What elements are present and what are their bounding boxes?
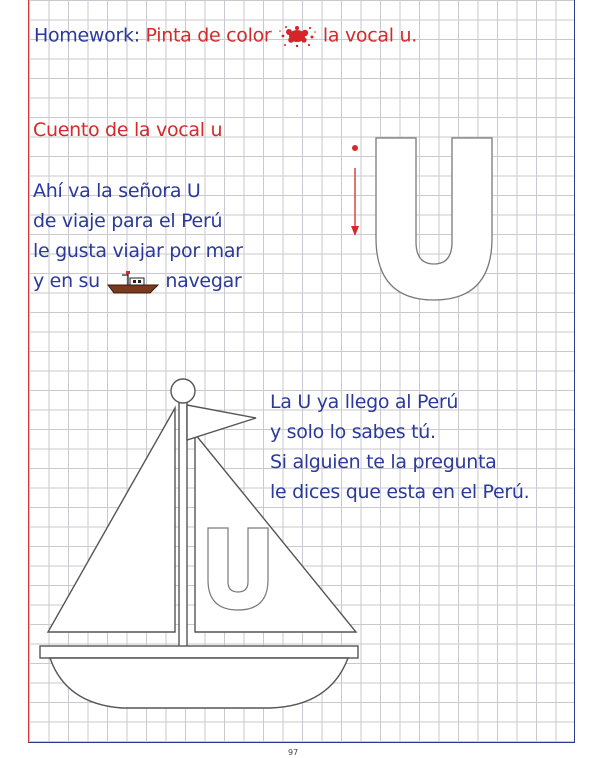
poem-one-line-3: le gusta viajar por mar (33, 240, 243, 262)
poem-two-line-4: le dices que esta en el Perú. (270, 481, 530, 503)
poem-one-line-1: Ahí va la señora U (33, 180, 201, 202)
small-boat-icon (106, 269, 160, 295)
poem-one (33, 176, 243, 296)
poem-one-line-4-after: navegar (165, 270, 242, 292)
flag (187, 405, 256, 440)
page-number: 97 (288, 748, 299, 757)
poem-two-line-2: y solo lo sabes tú. (270, 421, 436, 443)
homework-instruction-after: la vocal u. (322, 24, 417, 47)
mast (179, 400, 187, 648)
boat-deck (40, 646, 358, 658)
poem-one-line-4-before: y en su (33, 270, 100, 292)
left-sail (48, 408, 175, 632)
red-paint-splat-icon (277, 24, 317, 48)
poem-one-line-4 (33, 266, 243, 296)
letter-u-tracing-figure (340, 130, 540, 305)
stroke-direction-arrow (351, 145, 359, 236)
poem-one-line-2: de viaje para el Perú (33, 210, 223, 232)
mast-top-ball (171, 379, 195, 403)
homework-instruction-before: Pinta de color (145, 24, 272, 47)
homework-label: Homework: (34, 24, 140, 47)
story-title: Cuento de la vocal u (33, 119, 223, 141)
sailboat-illustration (30, 370, 370, 715)
big-letter-u-outline (376, 138, 492, 300)
homework-line (34, 24, 417, 48)
boat-hull (50, 658, 348, 708)
poem-two-line-3: Si alguien te la pregunta (270, 451, 497, 473)
poem-two-line-1: La U ya llego al Perú (270, 391, 459, 413)
